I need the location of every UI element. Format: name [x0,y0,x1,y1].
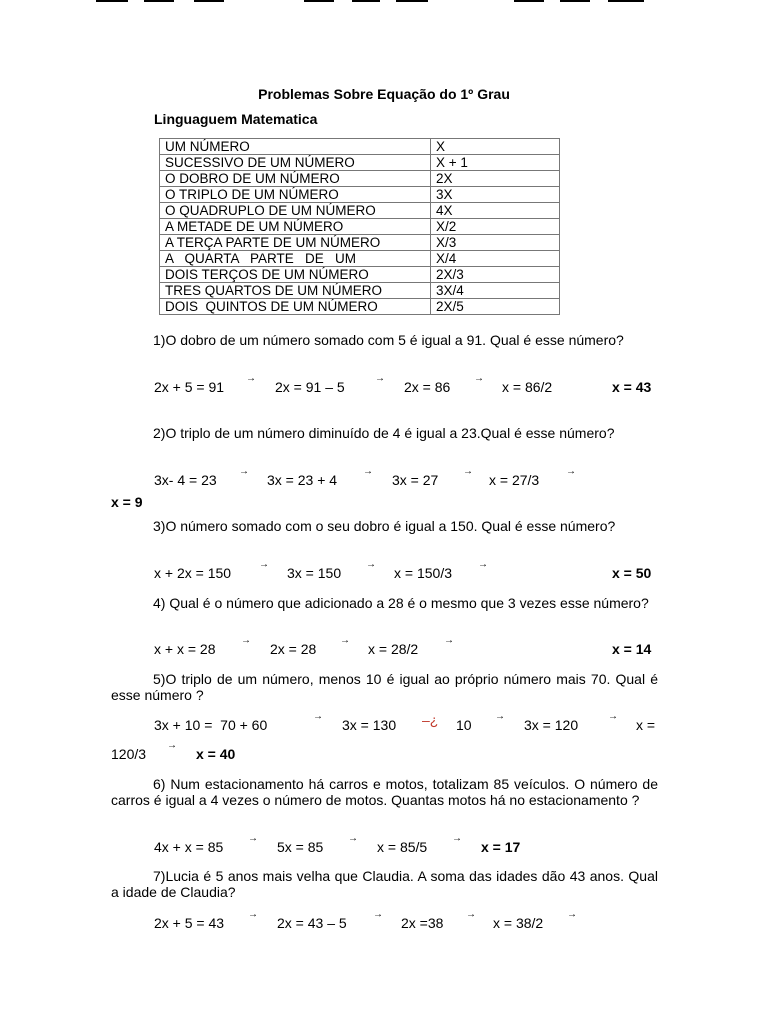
answer: x = 17 [481,839,521,855]
step: 2x = 43 – 5 [277,915,347,931]
step: x = [636,717,656,733]
table-cell-expression: O TRIPLO DE UM NÚMERO [160,187,431,203]
arrow-icon: → [363,466,373,477]
problem-5-solution [0,711,768,735]
problem-2-text: 2)O triplo de um número diminuído de 4 é igual a 23.Qual é esse número? [153,425,615,441]
problem-1-solution [0,373,768,397]
arrow-icon: → [444,635,454,646]
step: 2x = 28 [270,641,317,657]
step: 10 [456,717,472,733]
table-row [160,203,560,219]
language-table [159,138,560,315]
table-cell-expression: O QUADRUPLO DE UM NÚMERO [160,203,431,219]
step: 3x = 120 [524,717,579,733]
arrow-icon: → [373,909,383,920]
arrow-icon: → [167,740,177,751]
arrow-icon: → [348,833,358,844]
table-cell-symbol: 4X [431,203,560,219]
problem-4-solution [0,635,768,659]
problem-5-solution-cont [0,740,768,764]
table-cell-symbol: 2X/5 [431,299,560,315]
step: x = 150/3 [394,565,452,581]
table-cell-symbol: X/3 [431,235,560,251]
table-cell-symbol: 2X [431,171,560,187]
step: x = 27/3 [489,472,540,488]
step: 3x = 27 [392,472,439,488]
arrow-icon: → [248,909,258,920]
arrow-icon: → [366,559,376,570]
table-row [160,299,560,315]
arrow-icon: → [567,909,577,920]
step: 3x- 4 = 23 [154,472,217,488]
step: 2x + 5 = 43 [154,915,225,931]
table-row [160,171,560,187]
table-cell-symbol: 3X [431,187,560,203]
arrow-icon: → [495,711,505,722]
step: 5x = 85 [277,839,324,855]
table-row [160,139,560,155]
answer: x = 50 [612,565,652,581]
table-row [160,283,560,299]
arrow-icon: → [248,833,258,844]
step: x = 85/5 [377,839,428,855]
table-cell-expression: A QUARTA PARTE DE UM [160,251,431,267]
table-cell-expression: DOIS TERÇOS DE UM NÚMERO [160,267,431,283]
table-row [160,155,560,171]
arrow-icon: → [313,711,323,722]
page-title: Problemas Sobre Equação do 1º Grau [258,86,510,102]
problem-7 [111,868,658,900]
step: x = 28/2 [368,641,419,657]
problem-5 [111,671,658,703]
problem-4-text: 4) Qual é o número que adicionado a 28 é o mesmo que 3 vezes esse número? [153,595,649,611]
section-subtitle: Linguaguem Matematica [154,111,318,127]
answer: x = 40 [196,746,236,762]
table-cell-symbol: X/4 [431,251,560,267]
arrow-icon: → [340,635,350,646]
step: 3x = 130 [342,717,397,733]
arrow-icon: → [478,559,488,570]
problem-2 [111,425,658,441]
problem-3-text: 3)O número somado com o seu dobro é igual a 150. Qual é esse número? [153,518,616,534]
answer: x = 14 [612,641,652,657]
table-cell-symbol: X + 1 [431,155,560,171]
problem-3-solution [0,559,768,583]
step: 2x =38 [401,915,444,931]
problem-7-solution [0,909,768,933]
table-row [160,187,560,203]
table-cell-expression: O DOBRO DE UM NÚMERO [160,171,431,187]
problem-6 [111,776,658,808]
step: x + x = 28 [154,641,216,657]
arrow-icon: → [474,373,484,384]
table-row [160,235,560,251]
step: 2x = 86 [404,379,451,395]
arrow-icon: → [608,711,618,722]
top-rule-fragments [96,0,656,4]
table-cell-symbol: X [431,139,560,155]
table-cell-expression: A METADE DE UM NÚMERO [160,219,431,235]
arrow-icon: → [375,373,385,384]
arrow-icon: → [246,373,256,384]
arrow-icon: → [463,466,473,477]
problem-1 [111,332,658,348]
problem-6-solution [0,833,768,857]
arrow-icon: → [452,833,462,844]
problem-5-text: 5)O triplo de um número, menos 10 é igual ao próprio número mais 70. Qual é esse número ? [111,671,658,703]
table-cell-expression: UM NÚMERO [160,139,431,155]
table-cell-expression: DOIS QUINTOS DE UM NÚMERO [160,299,431,315]
arrow-icon: → [259,559,269,570]
table-cell-symbol: X/2 [431,219,560,235]
table-row [160,251,560,267]
problem-7-text: 7)Lucia é 5 anos mais velha que Claudia. A soma das idades dão 43 anos. Qual a idade de Claudia? [111,868,658,900]
step: x + 2x = 150 [154,565,232,581]
problem-6-text: 6) Num estacionamento há carros e motos, totalizam 85 veículos. O número de carros é igual a 4 vezes o número de motos. Quantas motos há no estacionamento ? [111,776,658,808]
step: 120/3 [111,746,147,762]
problem-1-text: 1)O dobro de um número somado com 5 é igual a 91. Qual é esse número? [153,332,624,348]
table-cell-expression: A TERÇA PARTE DE UM NÚMERO [160,235,431,251]
step: 2x + 5 = 91 [154,379,225,395]
arrow-icon: → [466,909,476,920]
step: 3x + 10 = 70 + 60 [154,717,268,733]
answer: x = 43 [612,379,652,395]
table-row [160,267,560,283]
table-cell-expression: SUCESSIVO DE UM NÚMERO [160,155,431,171]
arrow-icon: → [241,635,251,646]
problem-2-solution [0,466,768,490]
problem-2-answer: x = 9 [111,494,143,510]
problem-3 [111,518,658,534]
problem-4 [111,595,658,611]
step: x = 86/2 [502,379,553,395]
step: 4x + x = 85 [154,839,224,855]
step: 3x = 150 [287,565,342,581]
error-glyph: –¿ [422,712,439,728]
arrow-icon: → [566,466,576,477]
step: 3x = 23 + 4 [267,472,338,488]
table-row [160,219,560,235]
table-cell-symbol: 2X/3 [431,267,560,283]
step: 2x = 91 – 5 [275,379,345,395]
step: x = 38/2 [493,915,544,931]
arrow-icon: → [239,466,249,477]
table-cell-expression: TRES QUARTOS DE UM NÚMERO [160,283,431,299]
table-cell-symbol: 3X/4 [431,283,560,299]
